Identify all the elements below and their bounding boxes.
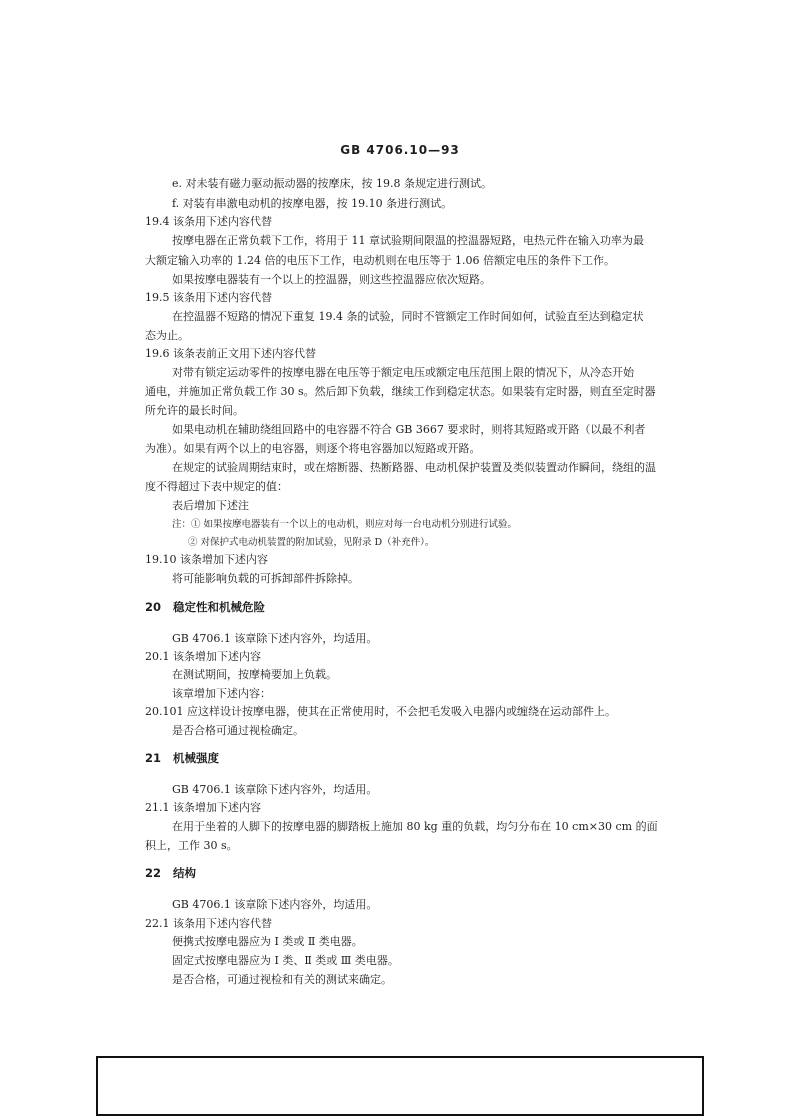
text-line: 将可能影响负载的可拆卸部件拆除掉。 — [172, 572, 359, 585]
text-line: 21.1 该条增加下述内容 — [145, 801, 261, 814]
text-line: 在规定的试验周期结束时，或在熔断器、热断路器、电动机保护装置及类似装置动作瞬间，绕组的温 — [172, 461, 656, 474]
text-line: GB 4706.1 该章除下述内容外，均适用。 — [172, 898, 378, 911]
text-line: 在控温器不短路的情况下重复 19.4 条的试验，同时不管额定工作时间如何，试验直至达到稳定状 — [172, 310, 644, 323]
text-line: 20.1 该条增加下述内容 — [145, 650, 261, 663]
text-line: 如果按摩电器装有一个以上的控温器，则这些控温器应依次短路。 — [172, 273, 491, 286]
text-line: 按摩电器在正常负载下工作，将用于 11 章试验期间限温的控温器短路，电热元件在输入功率为最 — [172, 234, 644, 247]
text-line: e. 对未装有磁力驱动振动器的按摩床，按 19.8 条规定进行测试。 — [172, 177, 492, 190]
text-line: 所允许的最长时间。 — [145, 404, 244, 417]
text-line: 大额定输入功率的 1.24 倍的电压下工作，电动机则在电压等于 1.06 倍额定电压的条件下工作。 — [145, 254, 615, 267]
text-line: 对带有锁定运动零件的按摩电器在电压等于额定电压或额定电压范围上限的情况下，从冷态开始 — [172, 366, 634, 379]
text-line: 为准）。如果有两个以上的电容器，则逐个将电容器加以短路或开路。 — [145, 442, 481, 455]
section-heading — [145, 600, 265, 614]
text-line: 表后增加下述注 — [172, 499, 249, 512]
text-line: 19.5 该条用下述内容代替 — [145, 291, 272, 304]
text-line: 该章增加下述内容： — [172, 687, 271, 700]
text-line: 在测试期间，按摩椅要加上负载。 — [172, 668, 337, 681]
text-line: 19.10 该条增加下述内容 — [145, 553, 268, 566]
section-number: 21 — [145, 751, 162, 765]
text-line: 在用于坐着的人脚下的按摩电器的脚踏板上施加 80 kg 重的负载，均匀分布在 10 cm×30 cm 的面 — [172, 820, 658, 833]
section-title: 结构 — [173, 866, 197, 880]
section-title: 机械强度 — [173, 751, 220, 765]
section-number: 22 — [145, 866, 162, 880]
text-line: 22.1 该条用下述内容代替 — [145, 917, 272, 930]
text-line: 便携式按摩电器应为 Ⅰ 类或 Ⅱ 类电器。 — [172, 935, 363, 948]
text-line: 固定式按摩电器应为 Ⅰ 类、Ⅱ 类或 Ⅲ 类电器。 — [172, 954, 399, 967]
text-line: 20.101 应这样设计按摩电器，使其在正常使用时，不会把毛发吸入电器内或缠绕在运动部件上。 — [145, 705, 616, 718]
section-heading — [145, 751, 219, 765]
section-heading — [145, 866, 196, 880]
text-line: 态为止。 — [145, 329, 189, 342]
text-line: GB 4706.1 该章除下述内容外，均适用。 — [172, 783, 378, 796]
text-line: 积上，工作 30 s。 — [145, 839, 238, 852]
text-line: 19.4 该条用下述内容代替 — [145, 215, 272, 228]
text-line: 是否合格，可通过视检和有关的测试来确定。 — [172, 973, 392, 986]
text-line: ② 对保护式电动机装置的附加试验，见附录 D（补充件）。 — [188, 537, 435, 548]
text-line: 如果电动机在辅助绕组回路中的电容器不符合 GB 3667 要求时，则将其短路或开路（以最不利者 — [172, 423, 646, 436]
section-number: 20 — [145, 600, 162, 614]
text-line: 是否合格可通过视检确定。 — [172, 724, 304, 737]
text-line: f. 对装有串激电动机的按摩电器，按 19.10 条进行测试。 — [172, 197, 453, 210]
text-line: 19.6 该条表前正文用下述内容代替 — [145, 347, 316, 360]
section-title: 稳定性和机械危险 — [173, 600, 266, 614]
text-line: 注：① 如果按摩电器装有一个以上的电动机，则应对每一台电动机分别进行试验。 — [172, 519, 518, 530]
footer-frame — [96, 1056, 704, 1116]
text-line: 通电，并施加正常负载工作 30 s。然后卸下负载，继续工作到稳定状态。如果装有定时器，则直至定时器 — [145, 385, 656, 398]
text-line: GB 4706.1 该章除下述内容外，均适用。 — [172, 632, 378, 645]
text-line: 度不得超过下表中规定的值： — [145, 480, 288, 493]
page-header: GB 4706.10—93 — [340, 143, 460, 157]
